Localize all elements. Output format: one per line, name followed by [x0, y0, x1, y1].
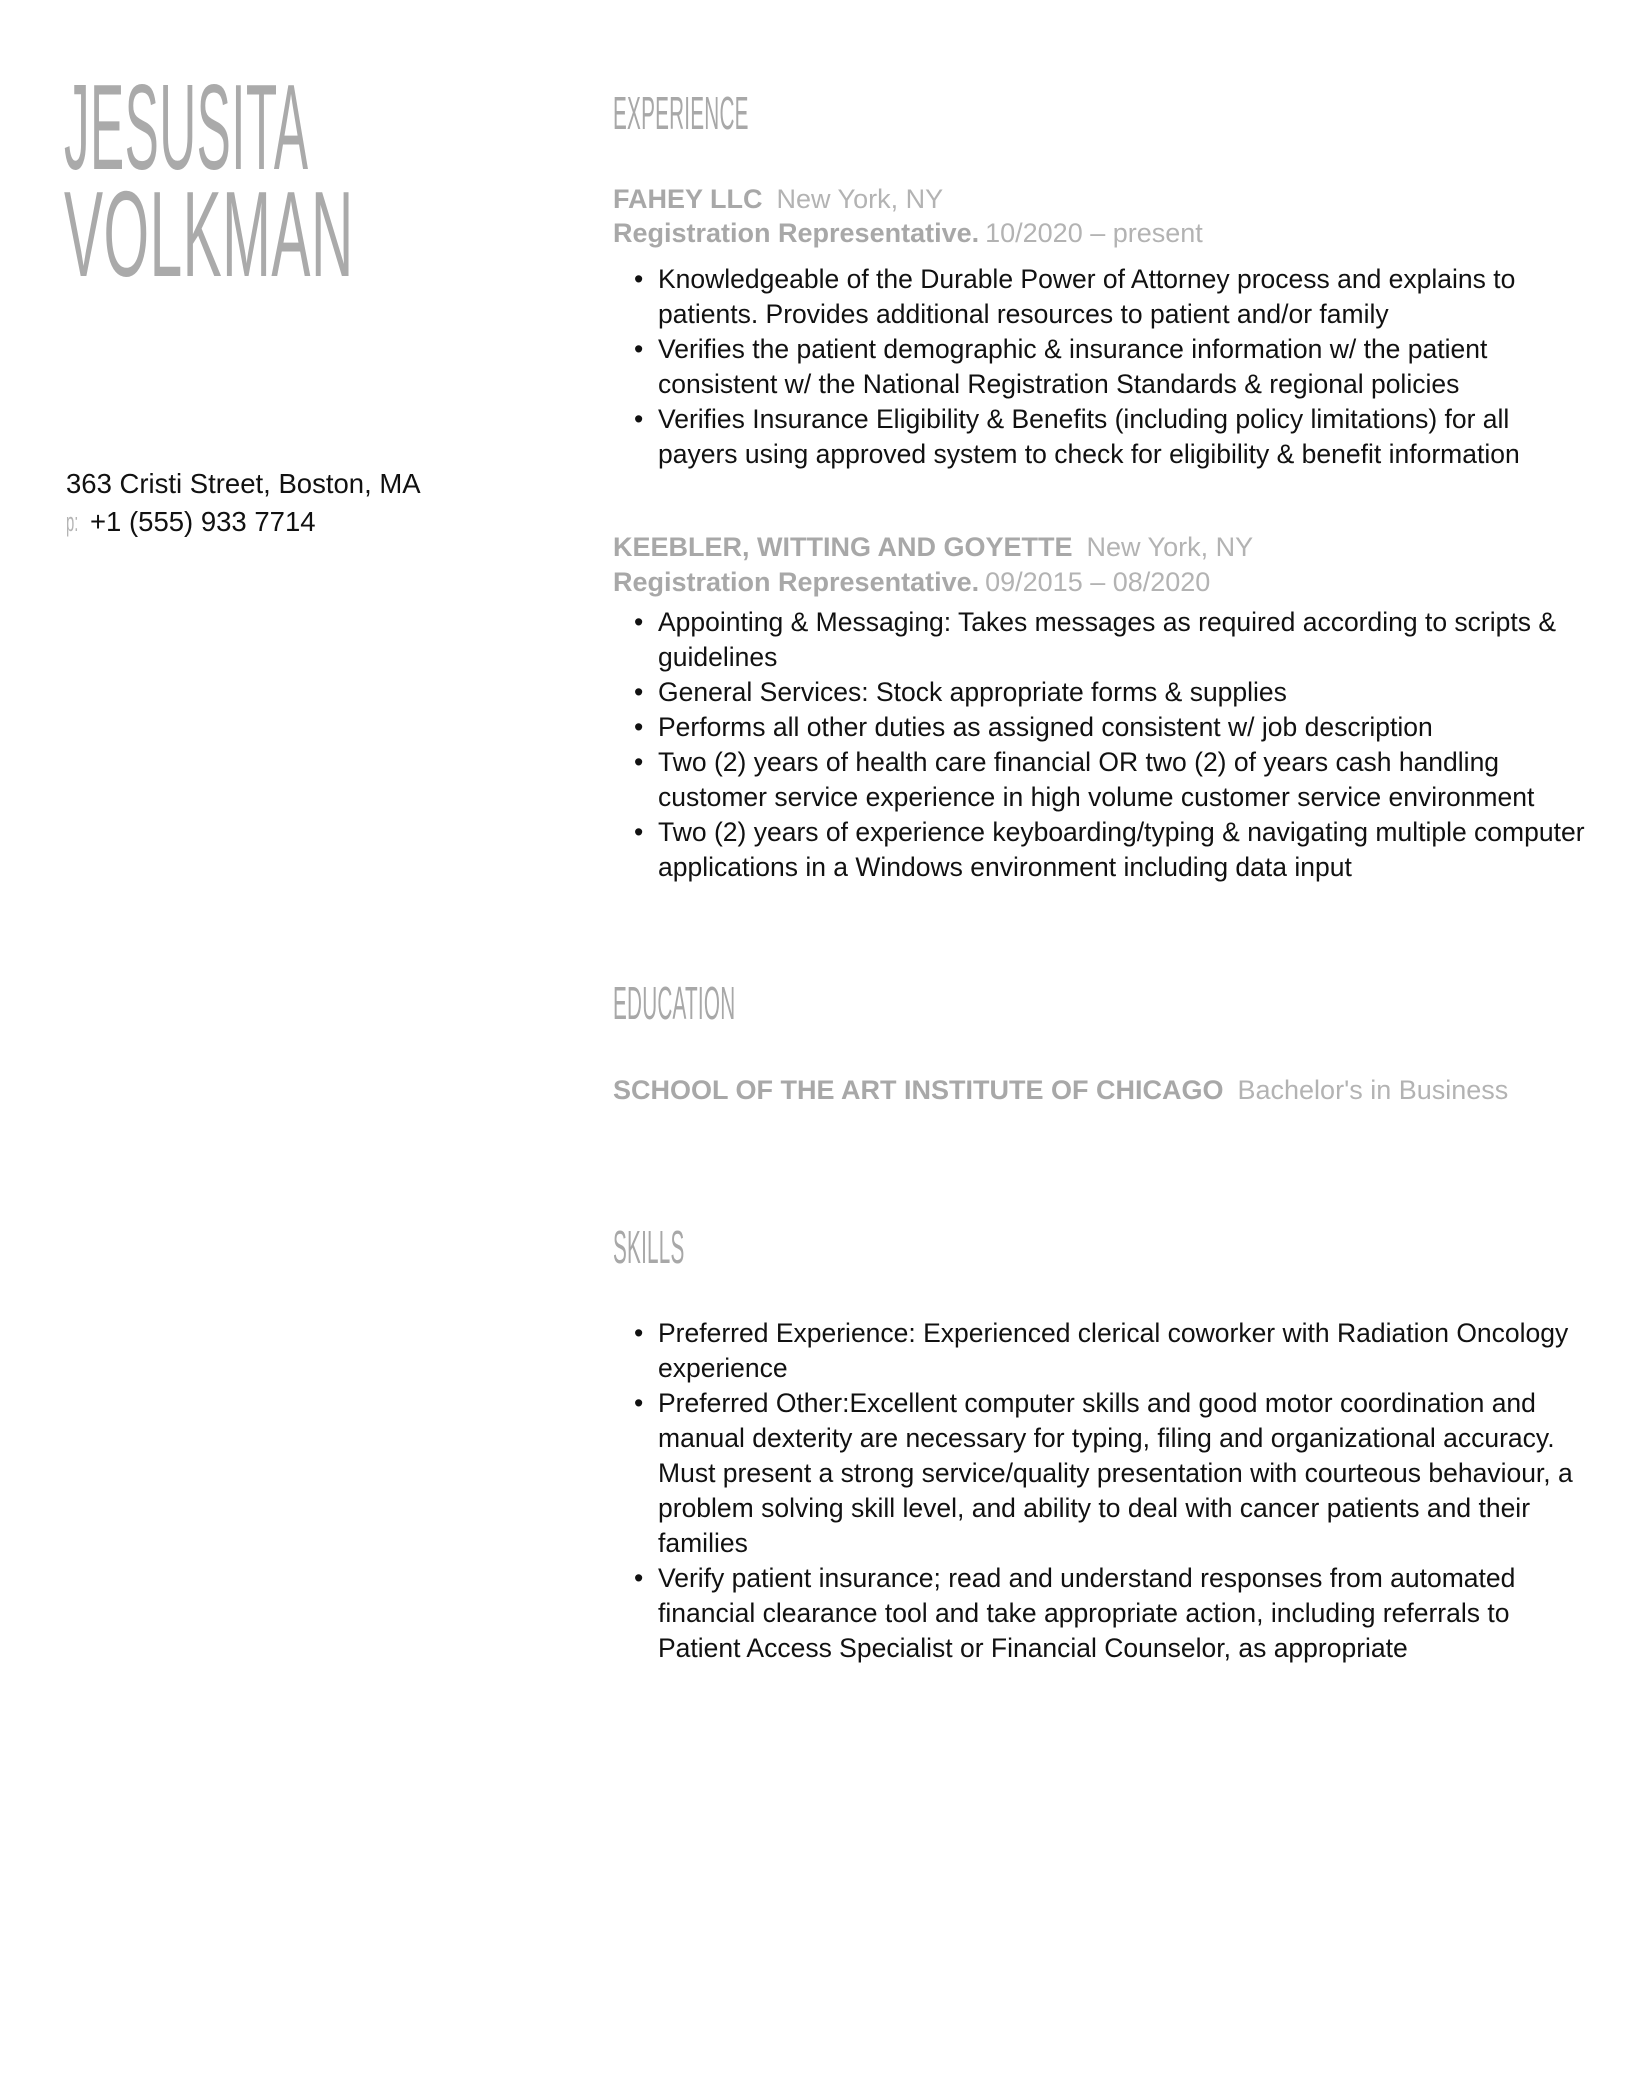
- bullet-text: Verifies the patient demographic & insurance information w/ the patient consistent w/ the National Registration Standards & regional policies: [658, 334, 1488, 399]
- list-item: [634, 1316, 1588, 1386]
- address-separator: ,: [263, 468, 279, 499]
- bullet-text: General Services: Stock appropriate forms & supplies: [658, 677, 1287, 707]
- education-school: SCHOOL OF THE ART INSTITUTE OF CHICAGO: [613, 1075, 1224, 1105]
- phone-number: +1 (555) 933 7714: [90, 506, 316, 537]
- bullet-icon: •: [634, 817, 644, 847]
- job-title-line: [613, 216, 1573, 251]
- name-last: VOLKMAN: [64, 166, 354, 302]
- bullet-icon: •: [634, 677, 644, 707]
- job-header: [613, 182, 1573, 217]
- skill-text: Verify patient insurance; read and understand responses from automated financial clearance tool and take appropriate action, including referrals to Patient Access Specialist or Financial Counselor, as appropriate: [658, 1563, 1516, 1663]
- address-city: Boston: [278, 468, 365, 499]
- address-street: 363 Cristi Street: [66, 468, 264, 499]
- job-title-line: [613, 565, 1573, 600]
- bullet-text: Knowledgeable of the Durable Power of Attorney process and explains to patients. Provides additional resources to patient and/or family: [658, 264, 1516, 329]
- section-title-education: EDUCATION: [613, 977, 736, 1029]
- skill-text: Preferred Experience: Experienced clerical coworker with Radiation Oncology experience: [658, 1318, 1569, 1383]
- bullet-text: Performs all other duties as assigned consistent w/ job description: [658, 712, 1433, 742]
- job-location: New York, NY: [776, 184, 944, 214]
- job-location: New York, NY: [1086, 532, 1254, 562]
- section-title-skills: SKILLS: [613, 1221, 685, 1273]
- address-state: MA: [379, 468, 421, 499]
- name-first: JESUSITA: [64, 59, 309, 195]
- list-item: [634, 605, 1588, 675]
- bullet-text: Verifies Insurance Eligibility & Benefits (including policy limitations) for all payers using approved system to check for eligibility & benefit information: [658, 404, 1520, 469]
- list-item: [634, 332, 1588, 402]
- section-title-experience: EXPERIENCE: [613, 87, 749, 139]
- list-item: [634, 262, 1588, 332]
- bullet-icon: •: [634, 1318, 644, 1348]
- bullet-icon: •: [634, 264, 644, 294]
- list-item: [634, 402, 1588, 472]
- bullet-icon: •: [634, 334, 644, 364]
- job-dates: 09/2015 – 08/2020: [985, 567, 1211, 597]
- bullet-icon: •: [634, 1563, 644, 1593]
- bullet-icon: •: [634, 607, 644, 637]
- job-company: FAHEY LLC: [613, 184, 763, 214]
- job-dates: 10/2020 – present: [985, 218, 1203, 248]
- phone-label: p:: [66, 507, 79, 537]
- job-title: Registration Representative.: [613, 567, 980, 597]
- bullet-icon: •: [634, 747, 644, 777]
- bullet-text: Two (2) years of experience keyboarding/typing & navigating multiple computer applications in a Windows environment including data input: [658, 817, 1585, 882]
- bullet-icon: •: [634, 1388, 644, 1418]
- skills-list: [613, 1316, 1588, 1666]
- education-entry: [613, 1070, 1573, 1110]
- list-item: [634, 745, 1588, 815]
- address: [66, 466, 421, 501]
- skill-text: Preferred Other:Excellent computer skills and good motor coordination and manual dexterity are necessary for typing, filing and organizational accuracy. Must present a strong service/quality presentation with courteous behaviour, a problem solving skill level, and ability to deal with cancer patients and their families: [658, 1388, 1573, 1558]
- list-item: [634, 710, 1588, 745]
- list-item: [634, 675, 1588, 710]
- job-bullets: [613, 605, 1588, 885]
- bullet-text: Two (2) years of health care financial OR two (2) of years cash handling customer service experience in high volume customer service environment: [658, 747, 1535, 812]
- job-header: [613, 530, 1573, 565]
- education-degree: Bachelor's in Business: [1237, 1075, 1509, 1105]
- list-item: [634, 1561, 1588, 1666]
- job-bullets: [613, 262, 1588, 472]
- job-title: Registration Representative.: [613, 218, 980, 248]
- job-company: KEEBLER, WITTING AND GOYETTE: [613, 532, 1073, 562]
- bullet-text: Appointing & Messaging: Takes messages as required according to scripts & guidelines: [658, 607, 1557, 672]
- list-item: [634, 1386, 1588, 1561]
- phone: [66, 504, 316, 540]
- bullet-icon: •: [634, 404, 644, 434]
- address-separator: ,: [364, 468, 380, 499]
- bullet-icon: •: [634, 712, 644, 742]
- list-item: [634, 815, 1588, 885]
